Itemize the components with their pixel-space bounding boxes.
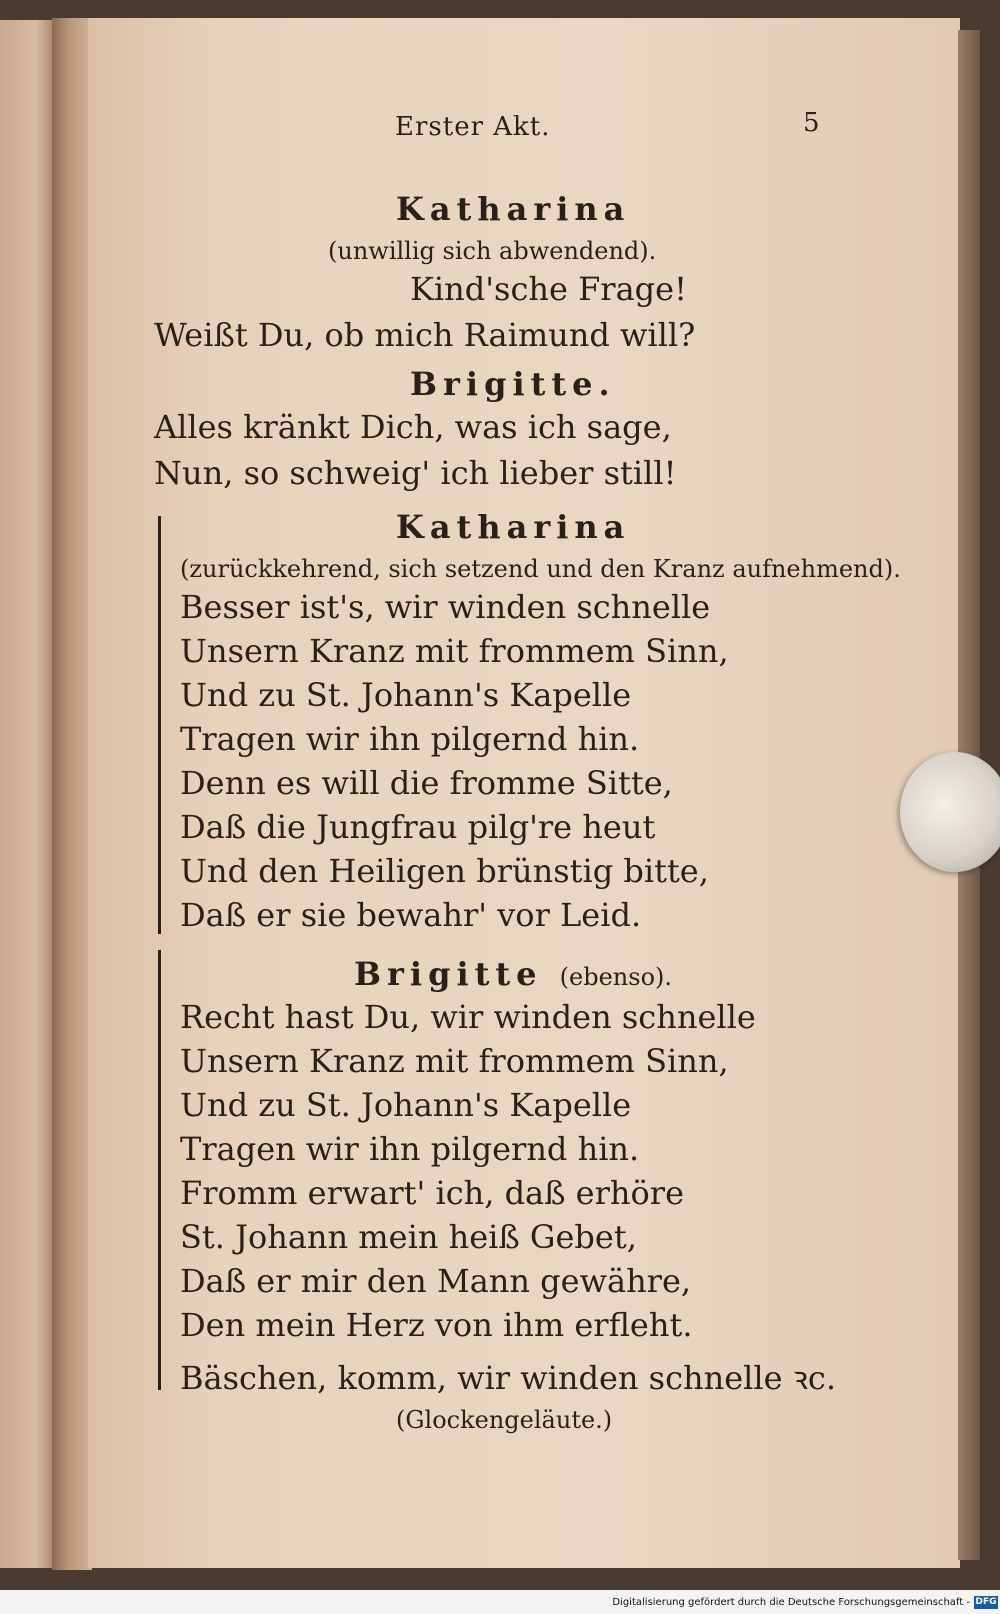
duet-bracket — [158, 950, 171, 1390]
stage-direction: (zurückkehrend, sich setzend und den Kranz aufnehmend). — [180, 555, 901, 583]
verse-line: Nun, so schweig' ich lieber still! — [154, 454, 677, 492]
duet-bracket — [158, 516, 171, 934]
stage-direction: (unwillig sich abwendend). — [328, 237, 657, 265]
verse-line: Bäschen, komm, wir winden schnelle ꝛc. — [180, 1359, 836, 1397]
verse-line: Und zu St. Johann's Kapelle — [180, 676, 632, 714]
verse-line: Den mein Herz von ihm erfleht. — [180, 1306, 693, 1344]
verse-line: Weißt Du, ob mich Raimund will? — [154, 316, 696, 354]
speaker-katharina: Katharina — [396, 508, 631, 546]
verse-line: Kind'sche Frage! — [410, 270, 687, 308]
verse-line: Und zu St. Johann's Kapelle — [180, 1086, 632, 1124]
verse-line: Unsern Kranz mit frommem Sinn, — [180, 1042, 729, 1080]
stage-direction: (ebenso). — [559, 963, 673, 991]
verse-line: Besser ist's, wir winden schnelle — [180, 588, 711, 626]
page-number: 5 — [803, 108, 821, 138]
verse-line: Fromm erwart' ich, daß erhöre — [180, 1174, 685, 1212]
dfg-logo: DFG — [975, 1597, 997, 1607]
verse-line: Daß er mir den Mann gewähre, — [180, 1262, 692, 1300]
verse-line: Und den Heiligen brünstig bitte, — [180, 852, 709, 890]
verse-line: Unsern Kranz mit frommem Sinn, — [180, 632, 729, 670]
verse-line: Daß die Jungfrau pilg're heut — [180, 808, 656, 846]
funding-credit: Digitalisierung gefördert durch die Deutsche Forschungsgemeinschaft - — [612, 1597, 970, 1608]
speaker-katharina: Katharina — [396, 190, 631, 228]
verse-line: Alles kränkt Dich, was ich sage, — [154, 408, 672, 446]
speaker-brigitte — [354, 955, 672, 993]
stage-direction: (Glockengeläute.) — [396, 1406, 613, 1434]
footer-bar — [0, 1592, 1000, 1614]
verse-line: Daß er sie bewahr' vor Leid. — [180, 896, 642, 934]
speaker-brigitte: Brigitte. — [410, 365, 616, 403]
verse-line: Tragen wir ihn pilgernd hin. — [180, 720, 640, 758]
running-title: Erster Akt. — [395, 112, 551, 142]
verse-line: Tragen wir ihn pilgernd hin. — [180, 1130, 640, 1168]
speaker-name: Brigitte — [354, 955, 543, 993]
verse-line: Recht hast Du, wir winden schnelle — [180, 998, 756, 1036]
verse-line: Denn es will die fromme Sitte, — [180, 764, 673, 802]
verse-line: St. Johann mein heiß Gebet, — [180, 1218, 637, 1256]
